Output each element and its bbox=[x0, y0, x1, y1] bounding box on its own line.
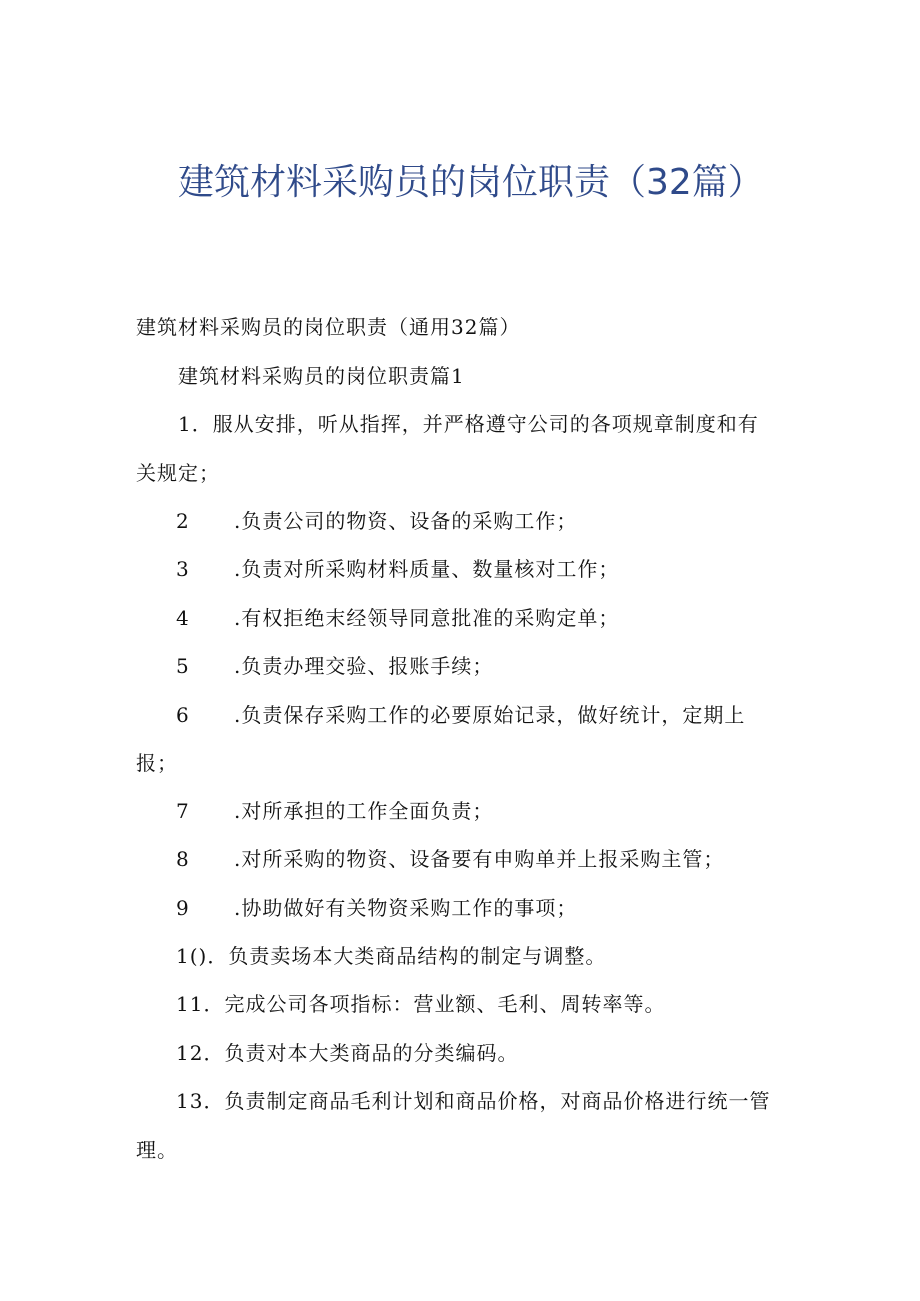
list-item-number: 2 bbox=[176, 509, 190, 533]
list-item-text: .有权拒绝末经领导同意批准的采购定单； bbox=[234, 606, 620, 630]
list-item-text: .协助做好有关物资采购工作的事项； bbox=[234, 896, 578, 920]
list-item-1-continuation: 关规定； bbox=[136, 461, 220, 485]
list-item-number: 8 bbox=[176, 847, 190, 871]
list-item-2 bbox=[176, 507, 577, 535]
section-heading: 建筑材料采购员的岗位职责篇1 bbox=[178, 364, 465, 388]
list-item-number: 7 bbox=[176, 799, 190, 823]
list-item-number: 6 bbox=[176, 703, 190, 727]
list-item-number: 3 bbox=[176, 557, 190, 581]
list-item-10: 1()．负责卖场本大类商品结构的制定与调整。 bbox=[176, 944, 607, 968]
document-subtitle: 建筑材料采购员的岗位职责（通用32篇） bbox=[136, 315, 521, 339]
list-item-6 bbox=[176, 701, 745, 729]
list-item-13: 13．负责制定商品毛利计划和商品价格，对商品价格进行统一管 bbox=[176, 1089, 771, 1113]
list-item-text: .负责对所采购材料质量、数量核对工作； bbox=[234, 557, 620, 581]
list-item-8 bbox=[176, 845, 724, 873]
list-item-3 bbox=[176, 555, 619, 583]
list-item-11: 11．完成公司各项指标：营业额、毛利、周转率等。 bbox=[176, 992, 666, 1016]
list-item-number: 5 bbox=[176, 654, 190, 678]
list-item-12: 12．负责对本大类商品的分类编码。 bbox=[176, 1041, 519, 1065]
list-item-number: 4 bbox=[176, 606, 190, 630]
list-item-1: 1．服从安排，听从指挥，并严格遵守公司的各项规章制度和有 bbox=[178, 412, 759, 436]
list-item-text: .负责办理交验、报账手续； bbox=[234, 654, 494, 678]
list-item-9 bbox=[176, 894, 577, 922]
list-item-4 bbox=[176, 604, 619, 632]
list-item-text: .对所采购的物资、设备要有申购单并上报采购主管； bbox=[234, 847, 725, 871]
list-item-5 bbox=[176, 652, 493, 680]
list-item-text: .对所承担的工作全面负责； bbox=[234, 799, 494, 823]
list-item-text: .负责保存采购工作的必要原始记录，做好统计，定期上 bbox=[234, 703, 746, 727]
list-item-13-continuation: 理。 bbox=[136, 1138, 178, 1162]
page-title: 建筑材料采购员的岗位职责（32篇） bbox=[178, 162, 764, 203]
list-item-7 bbox=[176, 797, 493, 825]
list-item-number: 9 bbox=[176, 896, 190, 920]
list-item-6-continuation: 报； bbox=[136, 751, 178, 775]
list-item-text: .负责公司的物资、设备的采购工作； bbox=[234, 509, 578, 533]
